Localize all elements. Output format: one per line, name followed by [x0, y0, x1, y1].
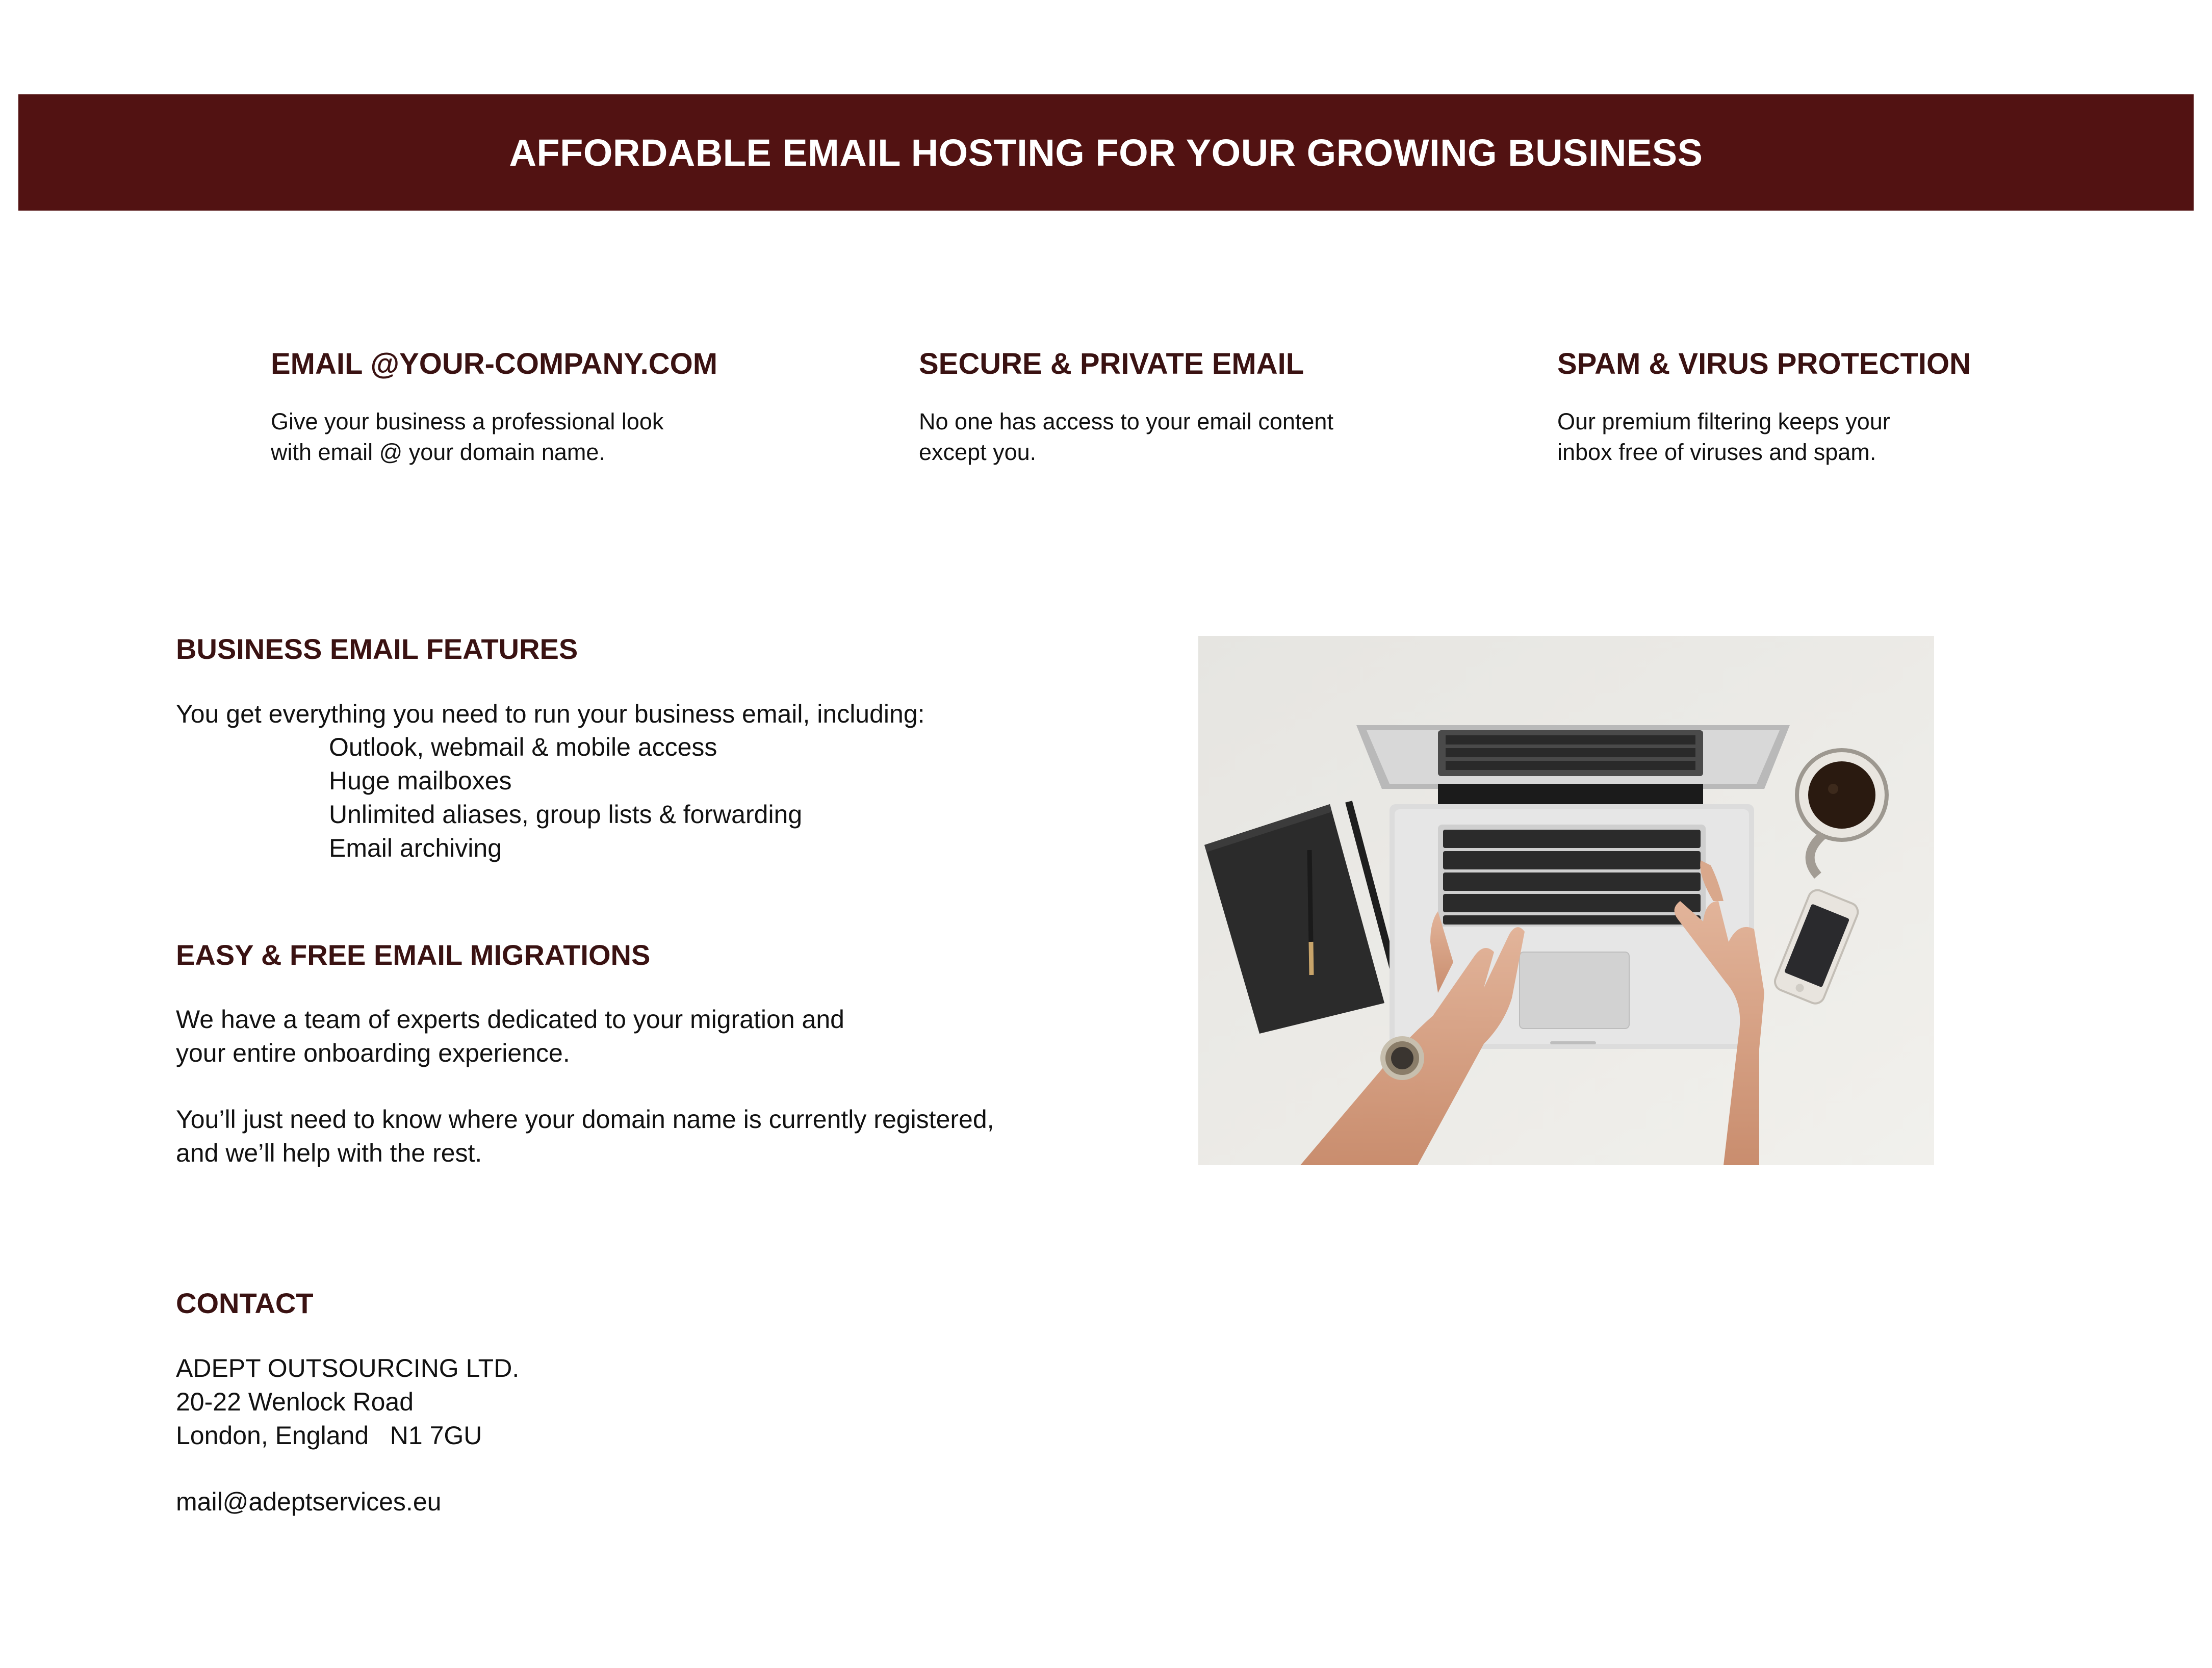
feature-heading: EMAIL @YOUR-COMPANY.COM — [271, 347, 718, 380]
banner-title: AFFORDABLE EMAIL HOSTING FOR YOUR GROWING BUSINESS — [509, 131, 1703, 174]
feature-description — [1557, 406, 1971, 468]
contact-company: ADEPT OUTSOURCING LTD. — [176, 1354, 520, 1382]
business-features-heading: BUSINESS EMAIL FEATURES — [176, 633, 578, 665]
feature-column-custom-domain — [271, 347, 717, 468]
feature-description — [271, 406, 717, 468]
feature-description-line: inbox free of viruses and spam. — [1557, 439, 1876, 465]
laptop-icon — [1356, 725, 1790, 1049]
migrations-heading: EASY & FREE EMAIL MIGRATIONS — [176, 939, 651, 971]
feature-column-secure — [919, 347, 1333, 468]
feature-description — [919, 406, 1333, 468]
feature-column-spam — [1557, 347, 1971, 468]
list-item: Email archiving — [329, 834, 502, 862]
feature-description-line: No one has access to your email content — [919, 408, 1333, 434]
laptop-desk-illustration — [1198, 636, 1934, 1165]
contact-address — [176, 1351, 519, 1452]
paragraph-line: and we’ll help with the rest. — [176, 1139, 482, 1167]
feature-description-line: with email @ your domain name. — [271, 439, 605, 465]
list-item: Unlimited aliases, group lists & forwarding — [329, 800, 803, 829]
migrations-paragraph-1 — [176, 1003, 844, 1070]
paragraph-line: We have a team of experts dedicated to your migration and — [176, 1005, 844, 1034]
feature-description-line: Give your business a professional look — [271, 408, 664, 434]
contact-email[interactable]: mail@adeptservices.eu — [176, 1487, 442, 1516]
feature-description-line: Our premium filtering keeps your — [1557, 408, 1890, 434]
contact-heading: CONTACT — [176, 1287, 314, 1319]
feature-description-line: except you. — [919, 439, 1037, 465]
header-banner — [18, 94, 2194, 211]
business-features-list — [329, 730, 802, 865]
laptop-desk-photo — [1198, 636, 1934, 1165]
list-item: Outlook, webmail & mobile access — [329, 733, 717, 761]
migrations-paragraph-2 — [176, 1102, 994, 1170]
feature-heading: SPAM & VIRUS PROTECTION — [1557, 347, 1971, 380]
paragraph-line: You’ll just need to know where your domain name is currently registered, — [176, 1105, 994, 1134]
business-features-intro: You get everything you need to run your business email, including: — [176, 700, 925, 728]
contact-street: 20-22 Wenlock Road — [176, 1388, 414, 1416]
list-item: Huge mailboxes — [329, 766, 512, 795]
feature-heading: SECURE & PRIVATE EMAIL — [919, 347, 1304, 380]
contact-city: London, England N1 7GU — [176, 1421, 482, 1450]
paragraph-line: your entire onboarding experience. — [176, 1039, 570, 1067]
